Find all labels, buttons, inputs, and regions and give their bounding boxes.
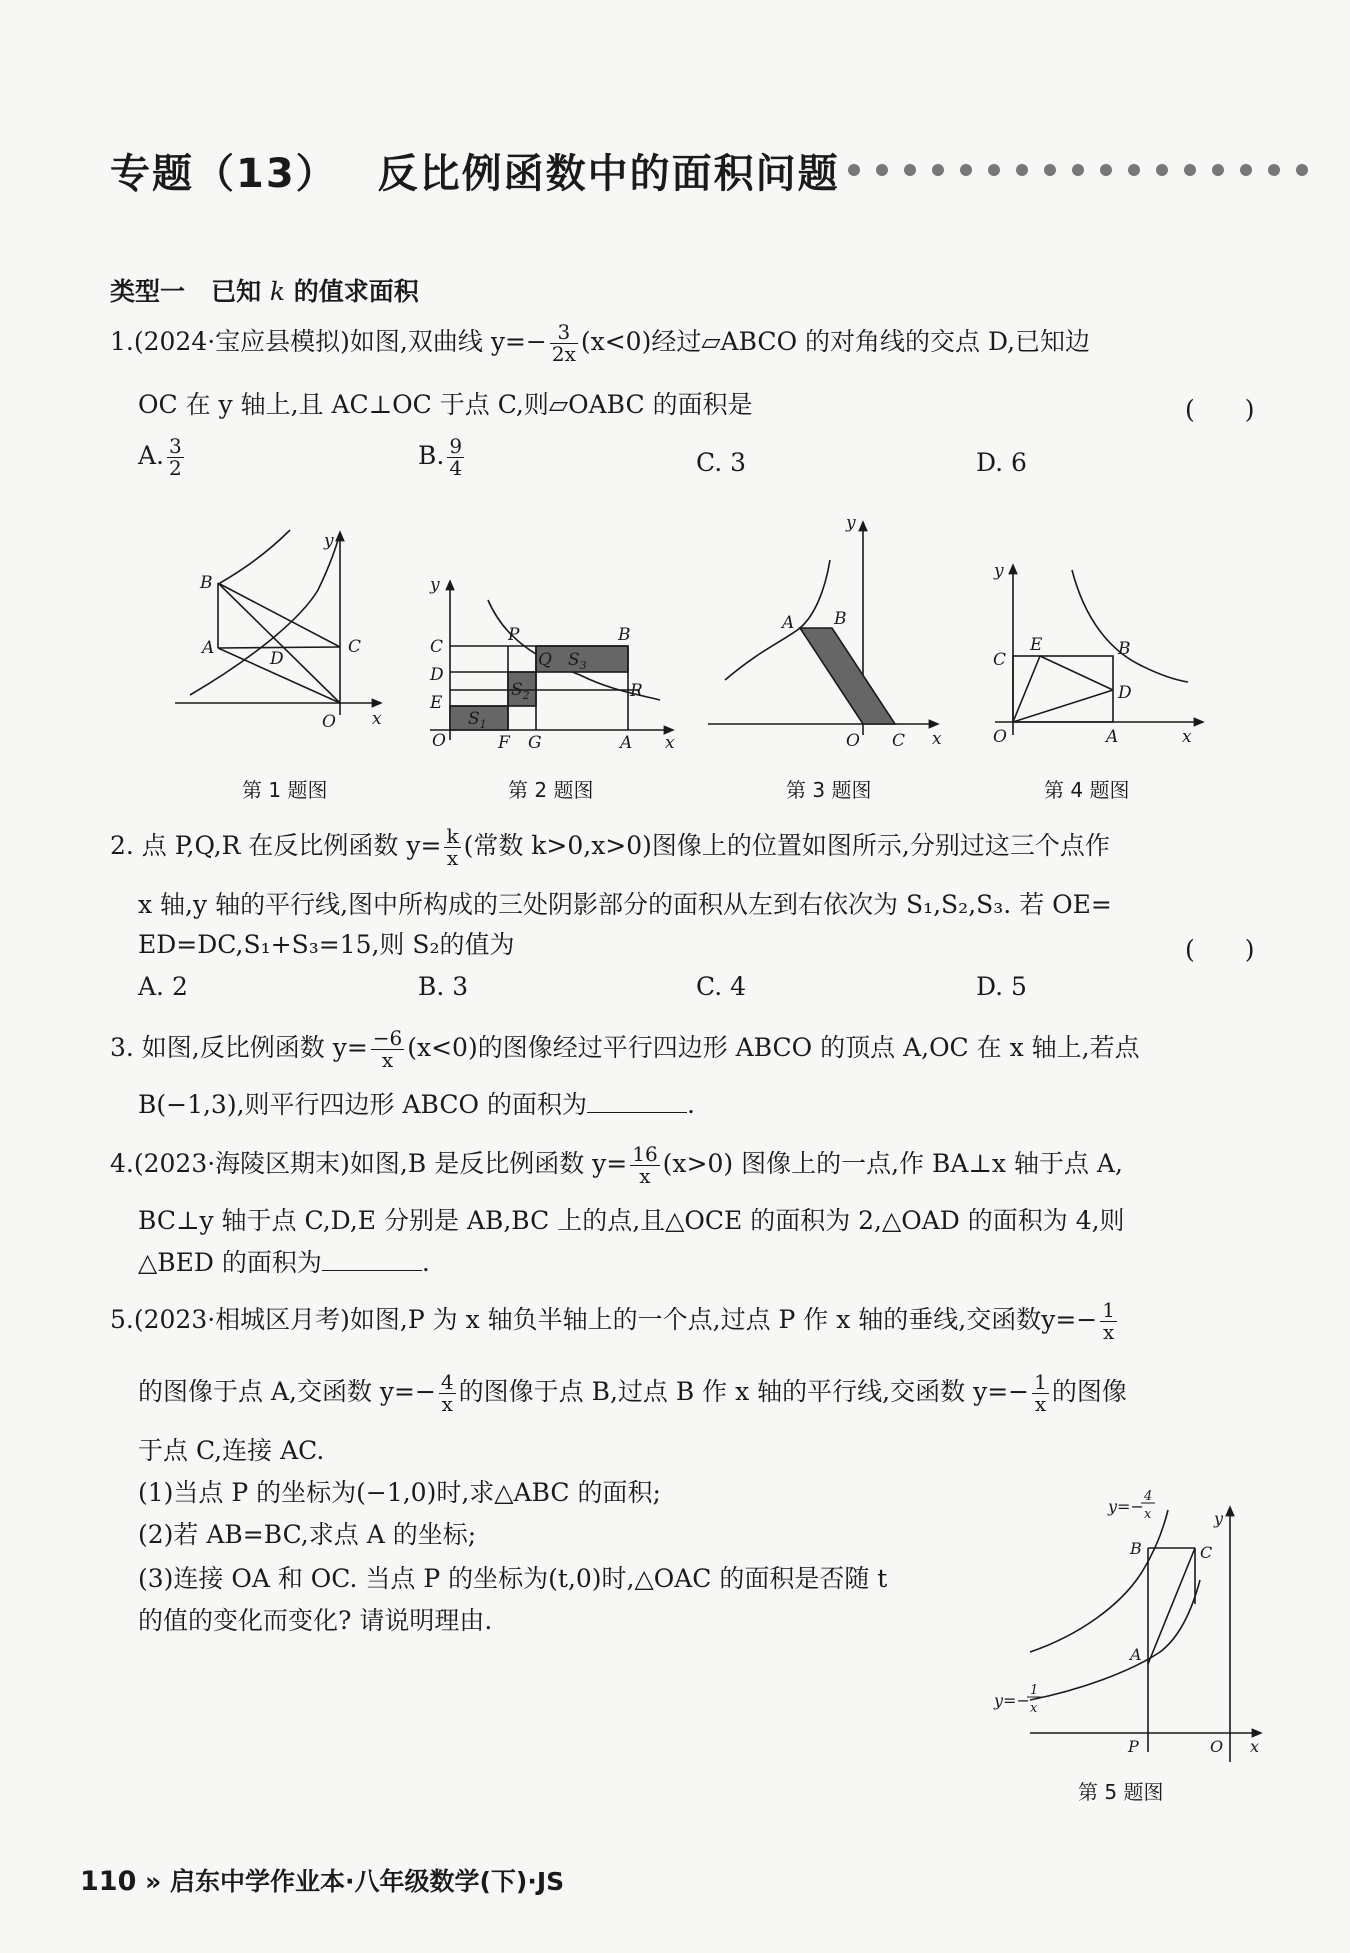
q5-fraction-3 <box>1032 1372 1049 1415</box>
q5-fraction-1 <box>1100 1300 1117 1343</box>
q5-text-c: 的图像于点 B,过点 B 作 x 轴的平行线,交函数 y=− <box>458 1377 1030 1406</box>
q5-frac1-den: x <box>1102 1320 1115 1344</box>
section-k: k <box>269 277 286 306</box>
title-dot <box>1100 164 1112 176</box>
q5-line3: 于点 C,连接 AC. <box>138 1436 325 1465</box>
f2-label-r: R <box>630 681 643 701</box>
f2-label-b: B <box>618 625 631 645</box>
title-dot <box>1016 164 1028 176</box>
q5-frac1-num: 1 <box>1102 1298 1115 1322</box>
f4-label-b: B <box>1118 639 1131 659</box>
q2-option-b: B. 3 <box>418 972 469 1001</box>
q4-frac-num: 16 <box>632 1142 658 1166</box>
f3-label-c: C <box>892 731 906 751</box>
q1-opt-a-label: A. <box>138 441 165 470</box>
q2-answer-paren: ( ) <box>1185 935 1255 964</box>
f2-label-g: G <box>528 733 542 753</box>
f2-s2-main: S <box>511 680 523 700</box>
page-title <box>110 142 840 199</box>
f2-s1-main: S <box>468 709 480 729</box>
q1-opt-b-den: 4 <box>449 456 463 480</box>
title-dot <box>988 164 1000 176</box>
title-dot <box>960 164 972 176</box>
q1-text-b: (x<0)经过▱ABCO 的对角线的交点 D,已知边 <box>580 327 1091 356</box>
q3-text-a: 3. 如图,反比例函数 y= <box>110 1033 368 1062</box>
q3-text-c: B(−1,3),则平行四边形 ABCO 的面积为 <box>138 1090 587 1119</box>
q2-line1 <box>110 826 1110 869</box>
q5-text-d: 的图像 <box>1051 1377 1127 1406</box>
f2-label-d: D <box>430 665 444 685</box>
page-number: 110 <box>80 1866 137 1897</box>
q3-line2 <box>138 1090 695 1120</box>
figure-5 <box>980 1470 1280 1770</box>
q1-option-d: D. 6 <box>976 448 1027 477</box>
f3-label-o: O <box>846 731 860 751</box>
q3-text-b: (x<0)的图像经过平行四边形 ABCO 的顶点 A,OC 在 x 轴上,若点 <box>407 1033 1140 1062</box>
footer-arrow-icon: » <box>145 1867 162 1896</box>
f1-label-b: B <box>200 573 213 593</box>
title-dot <box>1240 164 1252 176</box>
q5-line1 <box>110 1300 1120 1343</box>
q1-option-b <box>418 436 467 479</box>
q3-answer-blank[interactable] <box>587 1111 687 1113</box>
q1-answer-paren: ( ) <box>1185 395 1255 424</box>
f2-s2-sub: 2 <box>522 689 530 702</box>
f4-label-e: E <box>1030 635 1043 655</box>
q5-sub3a: (3)连接 OA 和 OC. 当点 P 的坐标为(t,0)时,△OAC 的面积是否随 t <box>138 1564 888 1593</box>
q3-text-d: . <box>686 1090 695 1119</box>
f4-label-o: O <box>993 727 1007 747</box>
q4-text-c: △BED 的面积为 <box>138 1248 322 1277</box>
f1-label-y: y <box>324 531 334 551</box>
q1-frac-num: 3 <box>550 322 578 344</box>
f4-label-y: y <box>994 561 1004 581</box>
q1-fraction <box>550 322 578 365</box>
q3-frac-num: −6 <box>372 1026 403 1050</box>
f5-top-curve-label: y=− <box>1108 1497 1144 1516</box>
f5-label-c: C <box>1200 1543 1213 1562</box>
q4-text-b: (x>0) 图像上的一点,作 BA⊥x 轴于点 A, <box>662 1149 1123 1178</box>
q5-sub2: (2)若 AB=BC,求点 A 的坐标; <box>138 1520 477 1549</box>
section-heading <box>110 272 419 308</box>
q5-sub3b: 的值的变化而变化? 请说明理由. <box>138 1606 493 1635</box>
f2-label-e: E <box>430 693 443 713</box>
q3-fraction <box>371 1028 404 1071</box>
q1-opt-b-label: B. <box>418 441 445 470</box>
q5-fraction-2 <box>439 1372 456 1415</box>
q2-option-a: A. 2 <box>138 972 188 1001</box>
q2-fraction <box>444 826 460 869</box>
section-text-a: 已知 <box>211 277 262 306</box>
title-topic-number: 专题（13） <box>110 151 338 197</box>
q4-answer-blank[interactable] <box>322 1269 422 1271</box>
q5-line2 <box>138 1372 1127 1415</box>
title-dot <box>1072 164 1084 176</box>
f1-label-d: D <box>270 649 284 669</box>
f5-label-x: x <box>1250 1737 1260 1756</box>
f3-label-b: B <box>834 609 847 629</box>
title-dot <box>1268 164 1280 176</box>
f5-label-b: B <box>1130 1539 1142 1558</box>
q4-text-a: 4.(2023·海陵区期末)如图,B 是反比例函数 y= <box>110 1149 628 1178</box>
q2-frac-den: x <box>446 846 459 870</box>
page-footer <box>80 1862 564 1898</box>
title-dot <box>1184 164 1196 176</box>
q1-opt-a-num: 3 <box>169 434 182 458</box>
f3-label-y: y <box>846 513 856 533</box>
q2-option-c: C. 4 <box>696 972 747 1001</box>
f5-bot-curve-label: y=− <box>994 1691 1030 1710</box>
footer-book-title: 启东中学作业本·八年级数学(下)·JS <box>169 1867 565 1896</box>
f1-label-o: O <box>322 712 336 732</box>
f2-s3-sub: 3 <box>579 659 587 672</box>
figure-1 <box>175 530 378 715</box>
q3-frac-den: x <box>381 1048 394 1072</box>
f2-label-q: Q <box>538 650 552 670</box>
f3-label-a: A <box>782 613 795 633</box>
q4-line2: BC⊥y 轴于点 C,D,E 分别是 AB,BC 上的点,且△OCE 的面积为 2,△OAD 的面积为 4,则 <box>138 1206 1125 1235</box>
q2-frac-num: k <box>446 824 459 848</box>
f5-label-o: O <box>1210 1737 1224 1756</box>
f4-label-a: A <box>1106 727 1119 747</box>
figure-5-caption: 第 5 题图 <box>1078 1780 1164 1804</box>
f5-bot-den: x <box>1030 1701 1038 1716</box>
f5-label-y: y <box>1214 1509 1224 1528</box>
figure-4-caption: 第 4 题图 <box>1044 778 1130 802</box>
q1-opt-a-den: 2 <box>169 456 182 480</box>
title-dot <box>932 164 944 176</box>
q4-line1 <box>110 1144 1123 1187</box>
q4-text-d: . <box>421 1248 430 1277</box>
f4-label-d: D <box>1118 683 1132 703</box>
f1-label-a: A <box>202 638 215 658</box>
f5-label-p: P <box>1128 1737 1139 1756</box>
figure-4 <box>995 568 1200 735</box>
q1-option-a <box>138 436 187 479</box>
q5-frac3-den: x <box>1034 1392 1047 1416</box>
f2-label-y: y <box>430 575 440 595</box>
f4-label-c: C <box>993 650 1007 670</box>
title-dot <box>848 164 860 176</box>
q5-frac2-den: x <box>441 1392 453 1416</box>
f2-label-p: P <box>508 625 520 645</box>
q1-option-c: C. 3 <box>696 448 747 477</box>
title-dot <box>1296 164 1308 176</box>
f2-label-x: x <box>665 733 675 753</box>
f2-s3-main: S <box>568 650 580 670</box>
q5-sub1: (1)当点 P 的坐标为(−1,0)时,求△ABC 的面积; <box>138 1478 661 1507</box>
f4-label-x: x <box>1182 727 1192 747</box>
f5-top-den: x <box>1144 1507 1152 1522</box>
q1-opt-a-frac <box>167 436 184 479</box>
title-dot-decoration <box>848 164 1328 180</box>
q2-line3: ED=DC,S₁+S₃=15,则 S₂的值为 <box>138 930 515 959</box>
q1-line2: OC 在 y 轴上,且 AC⊥OC 于点 C,则▱OABC 的面积是 <box>138 390 753 419</box>
title-dot <box>1044 164 1056 176</box>
title-dot <box>904 164 916 176</box>
q1-line1 <box>110 322 1090 365</box>
section-text-b: 的值求面积 <box>293 277 419 306</box>
q1-text-a: 1.(2024·宝应县模拟)如图,双曲线 y=− <box>110 327 547 356</box>
q2-line2: x 轴,y 轴的平行线,图中所构成的三处阴影部分的面积从左到右依次为 S₁,S₂,S₃. 若 OE= <box>138 890 1112 919</box>
q5-text-a: 5.(2023·相城区月考)如图,P 为 x 轴负半轴上的一个点,过点 P 作 x 轴的垂线,交函数y=− <box>110 1305 1098 1334</box>
q4-line3 <box>138 1248 430 1278</box>
q5-frac2-num: 4 <box>440 1370 454 1394</box>
q1-opt-b-frac <box>447 436 464 479</box>
q4-frac-den: x <box>639 1164 651 1188</box>
q1-frac-den: 2x <box>551 342 576 366</box>
q1-opt-b-num: 9 <box>449 434 463 458</box>
f1-label-c: C <box>348 637 362 657</box>
title-dot <box>1212 164 1224 176</box>
f2-label-f: F <box>498 733 510 753</box>
title-dot <box>876 164 888 176</box>
f5-label-a: A <box>1130 1645 1142 1664</box>
figure-1-caption: 第 1 题图 <box>242 778 328 802</box>
f1-label-x: x <box>372 709 382 729</box>
q2-text-a: 2. 点 P,Q,R 在反比例函数 y= <box>110 831 442 860</box>
figure-2-caption: 第 2 题图 <box>508 778 594 802</box>
f2-label-a: A <box>620 733 633 753</box>
f2-label-c: C <box>430 637 444 657</box>
q2-text-b: (常数 k>0,x>0)图像上的位置如图所示,分别过这三个点作 <box>463 831 1110 860</box>
q2-option-d: D. 5 <box>976 972 1027 1001</box>
section-type-label: 类型一 <box>110 277 186 306</box>
figure-3-caption: 第 3 题图 <box>786 778 872 802</box>
title-dot <box>1156 164 1168 176</box>
q4-fraction <box>630 1144 659 1187</box>
q5-text-b: 的图像于点 A,交函数 y=− <box>138 1377 436 1406</box>
f2-label-o: O <box>432 731 446 751</box>
q5-frac3-num: 1 <box>1034 1370 1047 1394</box>
f5-bot-num: 1 <box>1030 1683 1039 1698</box>
f3-label-x: x <box>932 729 942 749</box>
figures-row <box>0 510 1350 790</box>
title-topic-name: 反比例函数中的面积问题 <box>377 151 840 197</box>
title-dot <box>1128 164 1140 176</box>
f5-top-num: 4 <box>1144 1489 1153 1504</box>
f2-s1-sub: 1 <box>479 718 487 731</box>
figure-3 <box>708 525 935 735</box>
q3-line1 <box>110 1028 1140 1071</box>
